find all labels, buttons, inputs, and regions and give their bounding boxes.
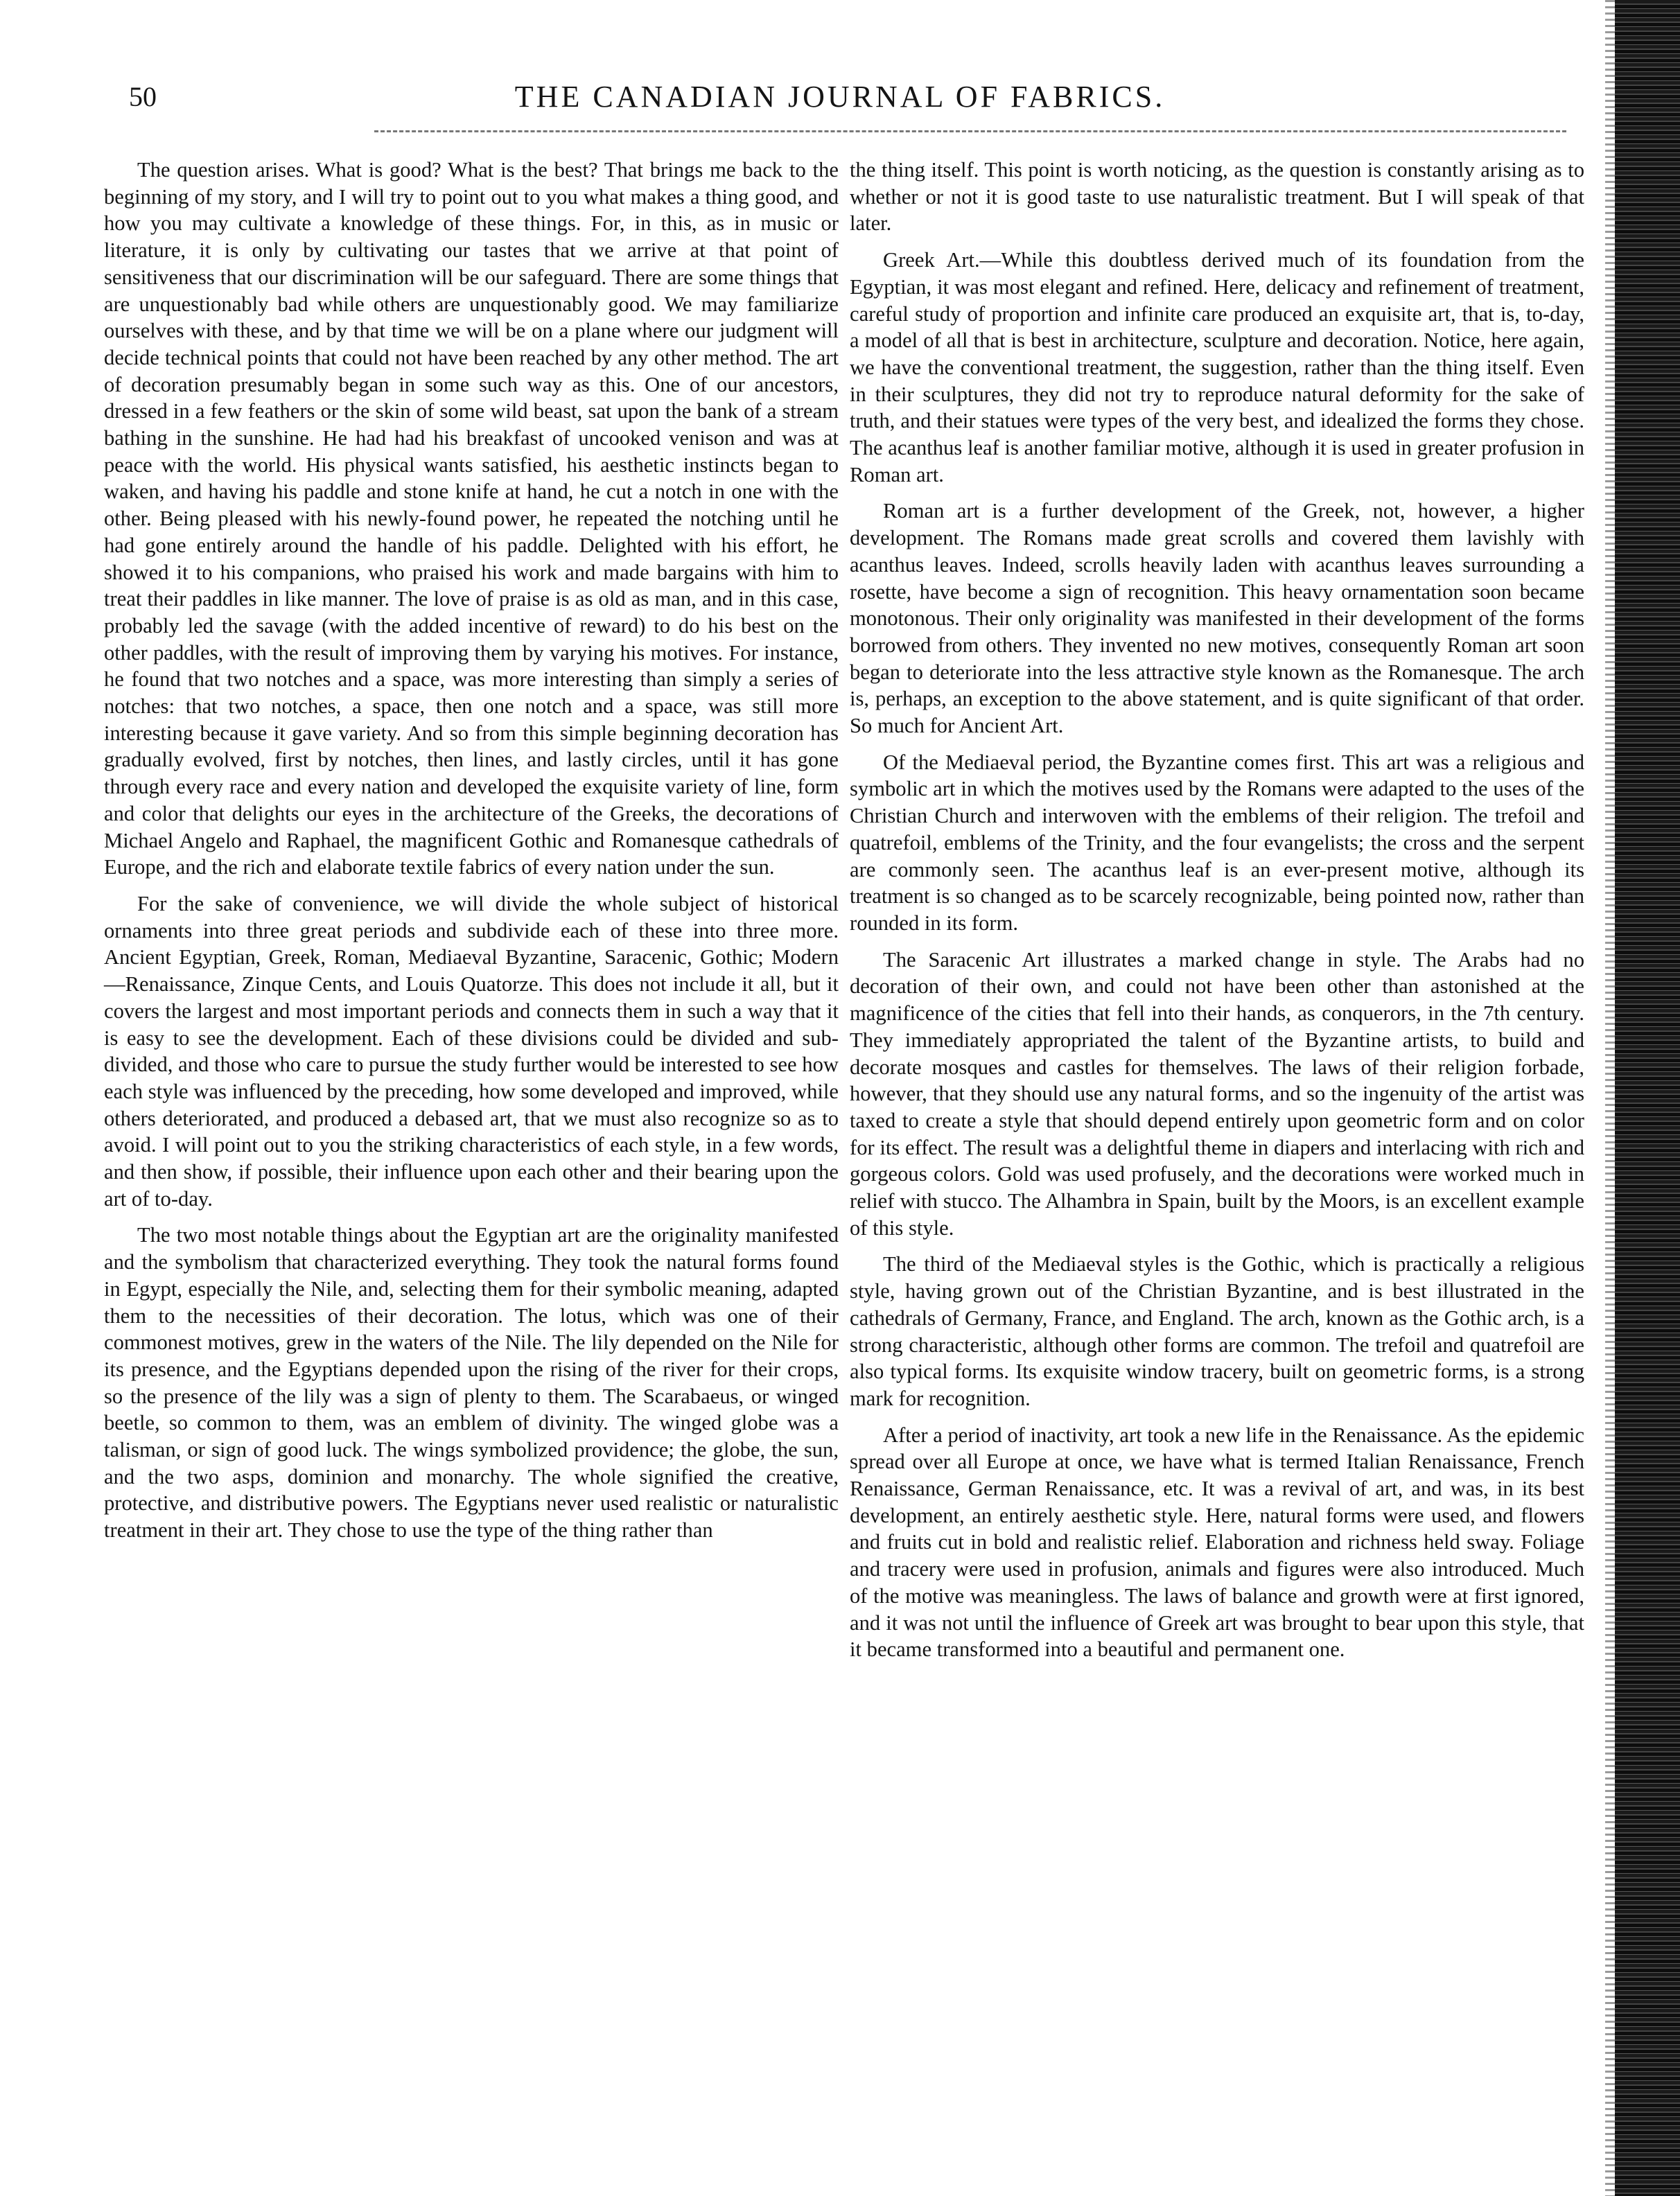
scanned-binding-strip bbox=[1615, 0, 1680, 2196]
paragraph: Roman art is a further development of the Greek, not, however, a higher development. The Romans made great scrolls and covered them lavishly with acanthus leaves. Indeed, scrolls heavily laden with acanthus leaves surrounding a rosette, have become a sign of recognition. This heavy ornamentation soon became monotonous. Their only originality was manifested in their development of the forms borrowed from others. They invented no new motives, consequently Roman art soon began to deteriorate into the less attractive style known as the Romanesque. The arch is, perhaps, an exception to the above statement, and is quite significant of that order. So much for Ancient Art. bbox=[850, 499, 1584, 738]
page-number: 50 bbox=[129, 81, 157, 112]
paragraph: The two most notable things about the Egyptian art are the originality manifested and the symbolism that characterized everything. They took the natural forms found in Egypt, especially the Nile, and, selecting them for their symbolic meaning, adapted them to the necessities of their decoration. The lotus, which was one of their commonest motives, grew in the waters of the Nile. The lily depended on the Nile for its presence, and the Egyptians depended upon the rising of the river for their crops, so the presence of the lily was a sign of plenty to them. The Scarabaeus, or winged beetle, so common to them, was an emblem of divinity. The winged globe was a talisman, or sign of good luck. The wings symbolized providence; the globe, the sun, and the two asps, dominion and monarchy. The whole signified the creative, protective, and distributive powers. The Egyptians never used realistic or naturalistic treatment in their art. They chose to use the type of the thing rather than bbox=[104, 1223, 839, 1543]
left-column bbox=[104, 157, 839, 1554]
paragraph: The third of the Mediaeval styles is the Gothic, which is practically a religious style, having grown out of the Christian Byzantine, and is best illustrated in the cathedrals of Germany, France, and England. The arch, known as the Gothic arch, is a strong characteristic, although other forms are common. The trefoil and quatrefoil are also typical forms. Its exquisite window tracery, built on geometric forms, is a strong mark for recognition. bbox=[850, 1252, 1584, 1410]
header-rule bbox=[374, 130, 1566, 132]
right-column bbox=[850, 157, 1584, 1673]
paragraph: Greek Art.—While this doubtless derived much of its foundation from the Egyptian, it was most elegant and refined. Here, delicacy and refinement of treatment, careful study of proportion and infinite care produced an exquisite art, that is, to-day, a model of all that is best in architecture, sculpture and decoration. Notice, here again, we have the conventional treatment, the suggestion, rather than the thing itself. Even in their sculptures, they did not try to reproduce natural deformity for the sake of truth, and their statues were types of the very best, and idealized the forms they chose. The acanthus leaf is another familiar motive, although it is used in greater profusion in Roman art. bbox=[850, 248, 1584, 486]
binding-edge-shadow bbox=[1605, 0, 1615, 2196]
paragraph: After a period of inactivity, art took a new life in the Renaissance. As the epidemic spread over all Europe at once, we have what is termed Italian Renaissance, French Renaissance, German Renaissance, etc. It was a revival of art, and was, in its best development, an entirely aesthetic style. Here, natural forms were used, and flowers and fruits cut in bold and realistic relief. Elaboration and richness held sway. Foliage and tracery were used in profusion, animals and figures were also introduced. Much of the motive was meaningless. The laws of balance and growth were at first ignored, and it was not until the influence of Greek art was brought to bear upon this style, that it became transformed into a beautiful and permanent one. bbox=[850, 1423, 1584, 1662]
paragraph: The Saracenic Art illustrates a marked change in style. The Arabs had no decoration of their own, and could not have been other than astonished at the magnificence of the cities that fell into their hands, as conquerors, in the 7th century. They immediately appropriated the talent of the Byzantine artists, to build and decorate mosques and castles for themselves. The laws of their religion forbade, however, that they should use any natural forms, and so the ingenuity of the artist was taxed to create a style that should depend entirely upon geometric form and on color for its effect. The result was a delightful theme in diapers and interlacing with rich and gorgeous colors. Gold was used profusely, and the decorations were worked much in relief with stucco. The Alhambra in Spain, built by the Moors, is an excellent example of this style. bbox=[850, 947, 1584, 1240]
paragraph: For the sake of convenience, we will divide the whole subject of historical ornaments into three great periods and subdivide each of these into three more. Ancient Egyptian, Greek, Roman, Mediaeval Byzantine, Saracenic, Gothic; Modern—Renaissance, Zinque Cents, and Louis Quatorze. This does not include it all, but it covers the largest and most important periods and connects them in such a way that it is easy to see the development. Each of these divisions could be divided and sub-divided, and those who care to pursue the study further would be interested to see how each style was influenced by the preceding, how some developed and improved, while others deteriorated, and produced a debased art, that we must also recognize so as to avoid. I will point out to you the striking characteristics of each style, in a few words, and then show, if possible, their influence upon each other and their bearing upon the art of to-day. bbox=[104, 891, 839, 1211]
paragraph: the thing itself. This point is worth noticing, as the question is constantly arising as to whether or not it is good taste to use naturalistic treatment. But I will speak of that later. bbox=[850, 158, 1584, 236]
paragraph: Of the Mediaeval period, the Byzantine comes first. This art was a religious and symbolic art in which the motives used by the Romans were adapted to the uses of the Christian Church and interwoven with the emblems of their religion. The trefoil and quatrefoil, emblems of the Trinity, and the four evangelists; the cross and the serpent are commonly seen. The acanthus leaf is an ever-present motive, although its treatment is so changed as to be scarcely recognizable, being pointed now, rather than rounded in its form. bbox=[850, 750, 1584, 935]
running-head-title: THE CANADIAN JOURNAL OF FABRICS. bbox=[514, 80, 1166, 114]
paragraph: The question arises. What is good? What is the best? That brings me back to the beginning of my story, and I will try to point out to you what makes a thing good, and how you may cultivate a knowledge of these things. For, in this, as in music or literature, it is only by cultivating our tastes that we arrive at that point of sensitiveness that our discrimination will be our safeguard. There are some things that are unquestionably bad while others are unquestionably good. We may familiarize ourselves with these, and by that time we will be on a plane where our judgment will decide technical points that could not have been reached by any other method. The art of decoration presumably began in some such way as this. One of our ancestors, dressed in a few feathers or the skin of some wild beast, sat upon the bank of a stream bathing in the sunshine. He had had his breakfast of uncooked venison and was at peace with the world. His physical wants satisfied, his aesthetic instincts began to waken, and having his paddle and stone knife at hand, he cut a notch in one with the other. Being pleased with his newly-found power, he repeated the notching until he had gone entirely around the handle of his paddle. Delighted with his effort, he showed it to his companions, who praised his work and made bargains with him to treat their paddles in like manner. The love of praise is as old as man, and in this case, probably led the savage (with the added incentive of reward) to do his best on the other paddles, with the result of improving them by varying his motives. For instance, he found that two notches and a space, was more interesting than simply a series of notches: that two notches, a space, then one notch and a space, was still more interesting because it gave variety. And so from this simple beginning decoration has gradually evolved, first by notches, then lines, and lastly circles, until it has gone through every race and every nation and developed the exquisite variety of line, form and color that delights our eyes in the architecture of the Greeks, the decorations of Michael Angelo and Raphael, the magnificent Gothic and Romanesque cathedrals of Europe, and the rich and elaborate textile fabrics of every nation under the sun. bbox=[104, 158, 839, 879]
